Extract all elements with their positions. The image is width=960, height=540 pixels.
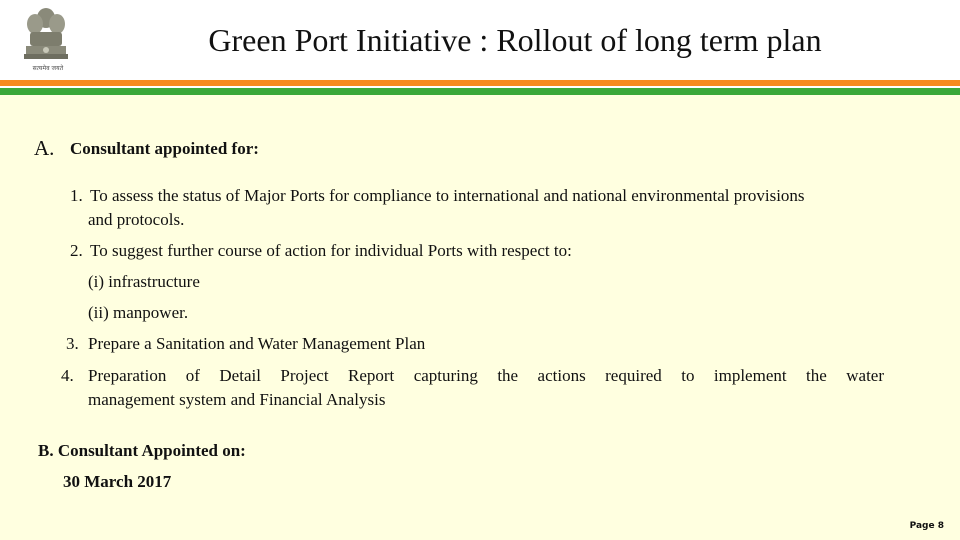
- item-2-text: To suggest further course of action for individual Ports with respect to:: [90, 241, 572, 260]
- item-4-text-line1: [88, 366, 884, 386]
- item-3-text: Prepare a Sanitation and Water Management Plan: [88, 334, 426, 353]
- slide-header: [0, 0, 960, 80]
- item-2-sub-1: (i) infrastructure: [88, 272, 200, 291]
- section-a-title: Consultant appointed for:: [70, 139, 259, 158]
- item-4-text-line2: management system and Financial Analysis: [88, 390, 386, 409]
- item-4-text-line1-content: Preparation of Detail Project Report capturing the actions required to implement the water: [88, 366, 884, 385]
- emblem-caption: सत्यमेव जयते: [32, 66, 64, 72]
- section-b-title: B. Consultant Appointed on:: [38, 441, 246, 460]
- item-4-number: 4.: [61, 366, 74, 385]
- item-1-number: 1.: [70, 186, 83, 205]
- item-1-text-line1: To assess the status of Major Ports for compliance to international and national environmental provisions: [90, 186, 805, 205]
- item-1-text-line2: and protocols.: [88, 210, 185, 229]
- section-a-marker: A.: [34, 136, 55, 160]
- item-3-number: 3.: [66, 334, 79, 353]
- green-stripe: [0, 88, 960, 95]
- item-2-number: 2.: [70, 241, 83, 260]
- page-title: Green Port Initiative : Rollout of long term plan: [208, 22, 822, 58]
- section-b-date: 30 March 2017: [63, 472, 172, 491]
- page-number: Page 8: [909, 521, 944, 531]
- item-2-sub-2: (ii) manpower.: [88, 303, 189, 322]
